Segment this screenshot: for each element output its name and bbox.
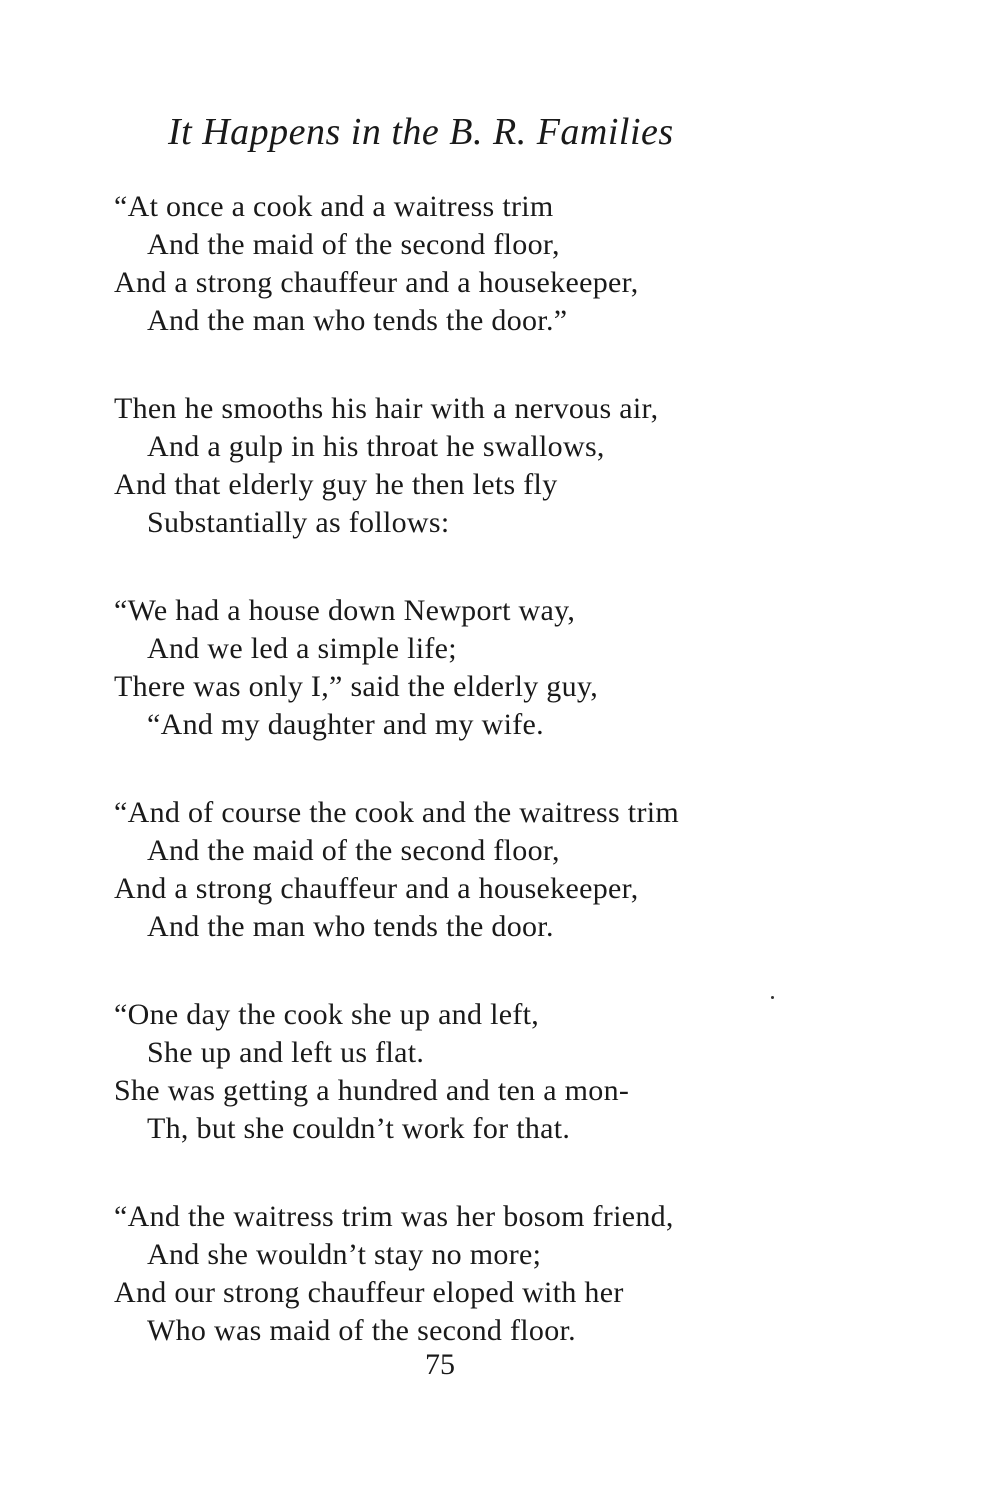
running-head: It Happens in the B. R. Families xyxy=(168,111,674,153)
poem-line: Th, but she couldn’t work for that. xyxy=(147,1112,571,1145)
poem-line: There was only I,” said the elderly guy, xyxy=(114,670,599,703)
poem-line: And the maid of the second floor, xyxy=(147,834,560,867)
poem-line: And our strong chauffeur eloped with her xyxy=(114,1276,624,1309)
stanza xyxy=(114,592,914,744)
poem-line: Who was maid of the second floor. xyxy=(147,1314,576,1347)
poem-line: “We had a house down Newport way, xyxy=(114,594,576,627)
poem-line: She was getting a hundred and ten a mon- xyxy=(114,1074,630,1107)
poem-line: And she wouldn’t stay no more; xyxy=(147,1238,542,1271)
stanza xyxy=(114,188,914,340)
poem-line: “At once a cook and a waitress trim xyxy=(114,190,554,223)
poem xyxy=(114,188,914,1350)
stanza xyxy=(114,794,914,946)
stanza xyxy=(114,1198,914,1350)
poem-line: “And of course the cook and the waitress trim xyxy=(114,796,679,829)
stanza xyxy=(114,996,914,1148)
print-speck xyxy=(771,996,774,999)
poem-line: She up and left us flat. xyxy=(147,1036,425,1069)
poem-line: “And my daughter and my wife. xyxy=(147,708,544,741)
poem-line: Then he smooths his hair with a nervous air, xyxy=(114,392,659,425)
poem-line: And that elderly guy he then lets fly xyxy=(114,468,558,501)
page-number: 75 xyxy=(425,1348,455,1381)
poem-line: And the man who tends the door.” xyxy=(147,304,568,337)
poem-line: And a gulp in his throat he swallows, xyxy=(147,430,605,463)
poem-line: And the maid of the second floor, xyxy=(147,228,560,261)
poem-line: And the man who tends the door. xyxy=(147,910,554,943)
poem-line: Substantially as follows: xyxy=(147,506,450,539)
poem-line: “One day the cook she up and left, xyxy=(114,998,540,1031)
poem-line: And a strong chauffeur and a housekeeper, xyxy=(114,872,639,905)
poem-line: “And the waitress trim was her bosom friend, xyxy=(114,1200,674,1233)
stanza xyxy=(114,390,914,542)
poem-line: And a strong chauffeur and a housekeeper, xyxy=(114,266,639,299)
poem-line: And we led a simple life; xyxy=(147,632,457,665)
